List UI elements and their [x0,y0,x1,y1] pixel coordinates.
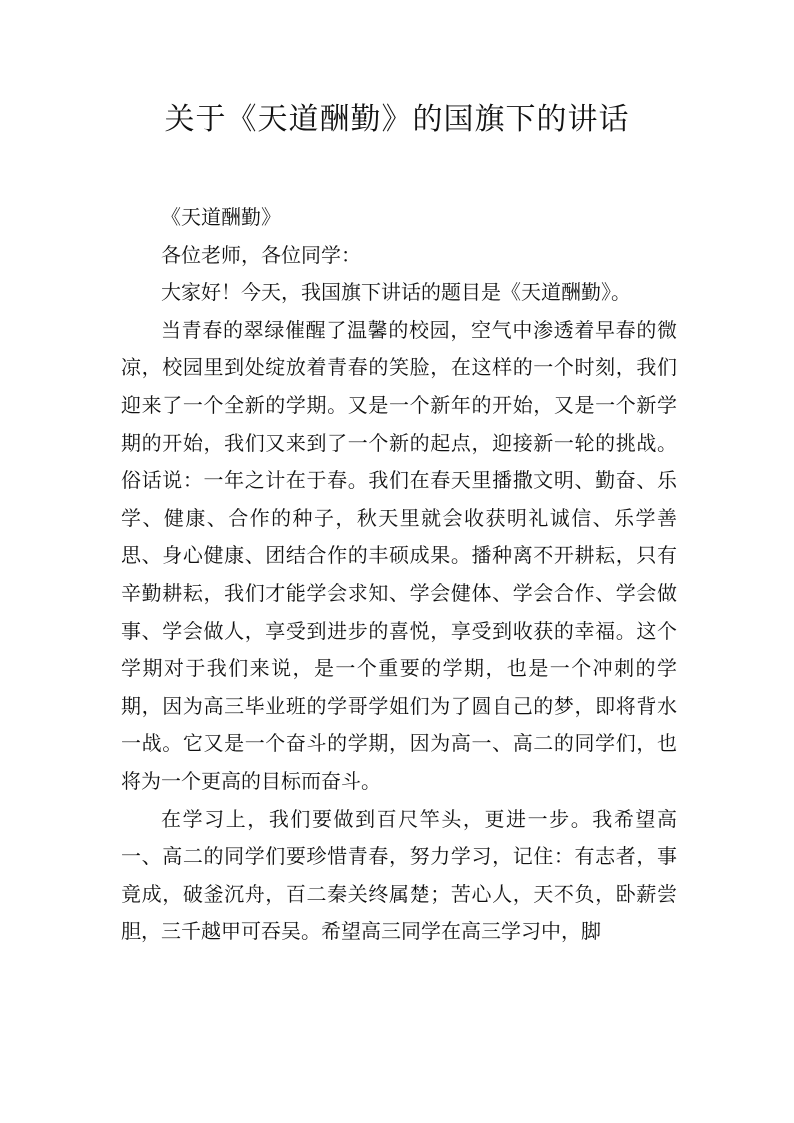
paragraph-subtitle: 《天道酬勤》 [161,205,281,229]
document-body [121,199,677,951]
paragraph-study: 在学习上，我们要做到百尺竿头，更进一步。我希望高一、高二的同学们要珍惜青春，努力学习，记住：有志者，事竟成，破釜沉舟，百二秦关终属楚；苦心人，天不负，卧薪尝胆，三千越甲可吞吴。希望高三同学在高三学习中，脚 [121,806,677,944]
paragraph-main: 当青春的翠绿催醒了温馨的校园，空气中渗透着早春的微凉，校园里到处绽放着青春的笑脸，在这样的一个时刻，我们迎来了一个全新的学期。又是一个新年的开始，又是一个新学期的开始，我们又来到了一个新的起点，迎接新一轮的挑战。俗话说：一年之计在于春。我们在春天里播撒文明、勤奋、乐学、健康、合作的种子，秋天里就会收获明礼诚信、乐学善思、身心健康、团结合作的丰硕成果。播种离不开耕耘，只有辛勤耕耘，我们才能学会求知、学会健体、学会合作、学会做事、学会做人，享受到进步的喜悦，享受到收获的幸福。这个学期对于我们来说，是一个重要的学期，也是一个冲刺的学期，因为高三毕业班的学哥学姐们为了圆自己的梦，即将背水一战。它又是一个奋斗的学期，因为高一、高二的同学们，也将为一个更高的目标而奋斗。 [121,317,677,793]
paragraph-salutation: 各位老师，各位同学： [161,242,361,267]
document-title: 关于《天道酬勤》的国旗下的讲话 [164,102,630,137]
paragraph-greeting: 大家好！今天，我国旗下讲话的题目是《天道酬勤》。 [161,280,631,305]
